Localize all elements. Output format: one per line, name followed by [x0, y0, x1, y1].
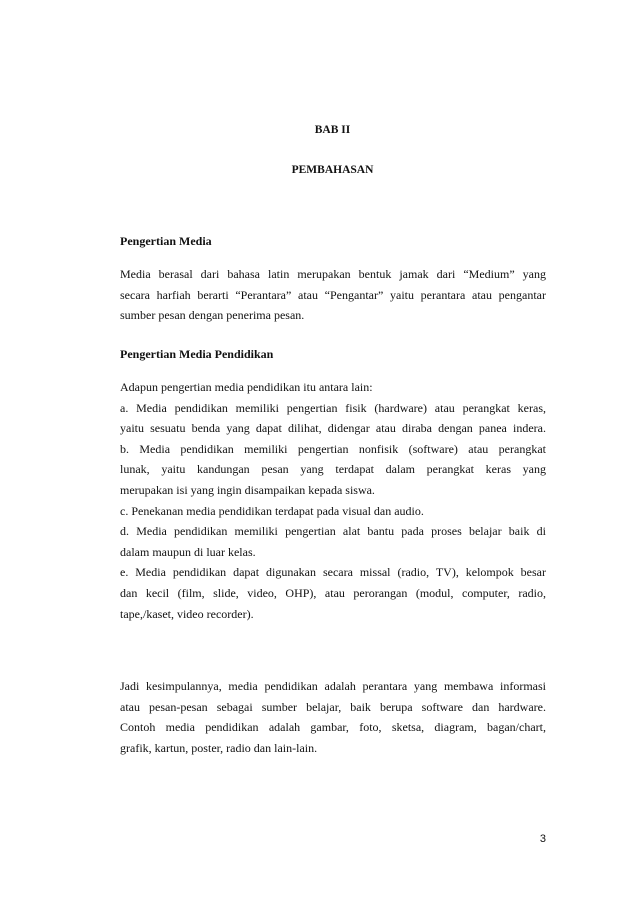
text-line: dan kecil (film, slide, video, OHP), atau perorangan (modul, computer, radio,: [120, 585, 546, 600]
text-line: Contoh media pendidikan adalah gambar, foto, sketsa, diagram, bagan/chart,: [120, 720, 546, 735]
text-line: sumber pesan dengan penerima pesan.: [120, 308, 305, 323]
text-line: dalam maupun di luar kelas.: [120, 544, 256, 559]
heading-pengertian-media: Pengertian Media: [120, 234, 212, 248]
list-item-e: e. Media pendidikan dapat digunakan secara missal (radio, TV), kelompok besar: [120, 565, 546, 580]
heading-pengertian-media-pendidikan: Pengertian Media Pendidikan: [120, 347, 274, 361]
list-item-c: c. Penekanan media pendidikan terdapat pada visual dan audio.: [120, 503, 424, 518]
paragraph-kesimpulan: [120, 676, 546, 758]
text-line: lunak, yaitu kandungan pesan yang terdapat dalam perangkat keras yang: [120, 462, 546, 477]
text-line: Adapun pengertian media pendidikan itu antara lain:: [120, 380, 373, 394]
list-item-b: b. Media pendidikan memiliki pengertian nonfisik (software) atau perangkat: [120, 441, 546, 456]
text-line: Media berasal dari bahasa latin merupakan bentuk jamak dari “Medium” yang: [120, 267, 546, 281]
text-line: merupakan isi yang ingin disampaikan kepada siswa.: [120, 482, 375, 497]
text-line: secara harfiah berarti “Perantara” atau “Pengantar” yaitu perantara atau pengantar: [120, 287, 546, 302]
text-line: Jadi kesimpulannya, media pendidikan adalah perantara yang membawa informasi: [120, 679, 546, 693]
list-item-d: d. Media pendidikan memiliki pengertian alat bantu pada proses belajar baik di: [120, 524, 546, 539]
text-line: grafik, kartun, poster, radio dan lain-lain.: [120, 740, 318, 755]
page-number: 3: [539, 833, 546, 845]
text-line: yaitu sesuatu benda yang dapat dilihat, didengar atau diraba dengan panea indera.: [120, 421, 546, 436]
paragraph-pengertian-media: [120, 264, 546, 326]
text-line: tape,/kaset, video recorder).: [120, 606, 254, 621]
list-pengertian-media-pendidikan: [120, 377, 546, 624]
chapter-label: BAB II: [314, 124, 351, 136]
text-line: atau pesan-pesan sebagai sumber belajar, baik berupa software dan hardware.: [120, 699, 546, 714]
section-title: PEMBAHASAN: [291, 164, 374, 176]
list-item-a: a. Media pendidikan memiliki pengertian fisik (hardware) atau perangkat keras,: [120, 400, 546, 415]
